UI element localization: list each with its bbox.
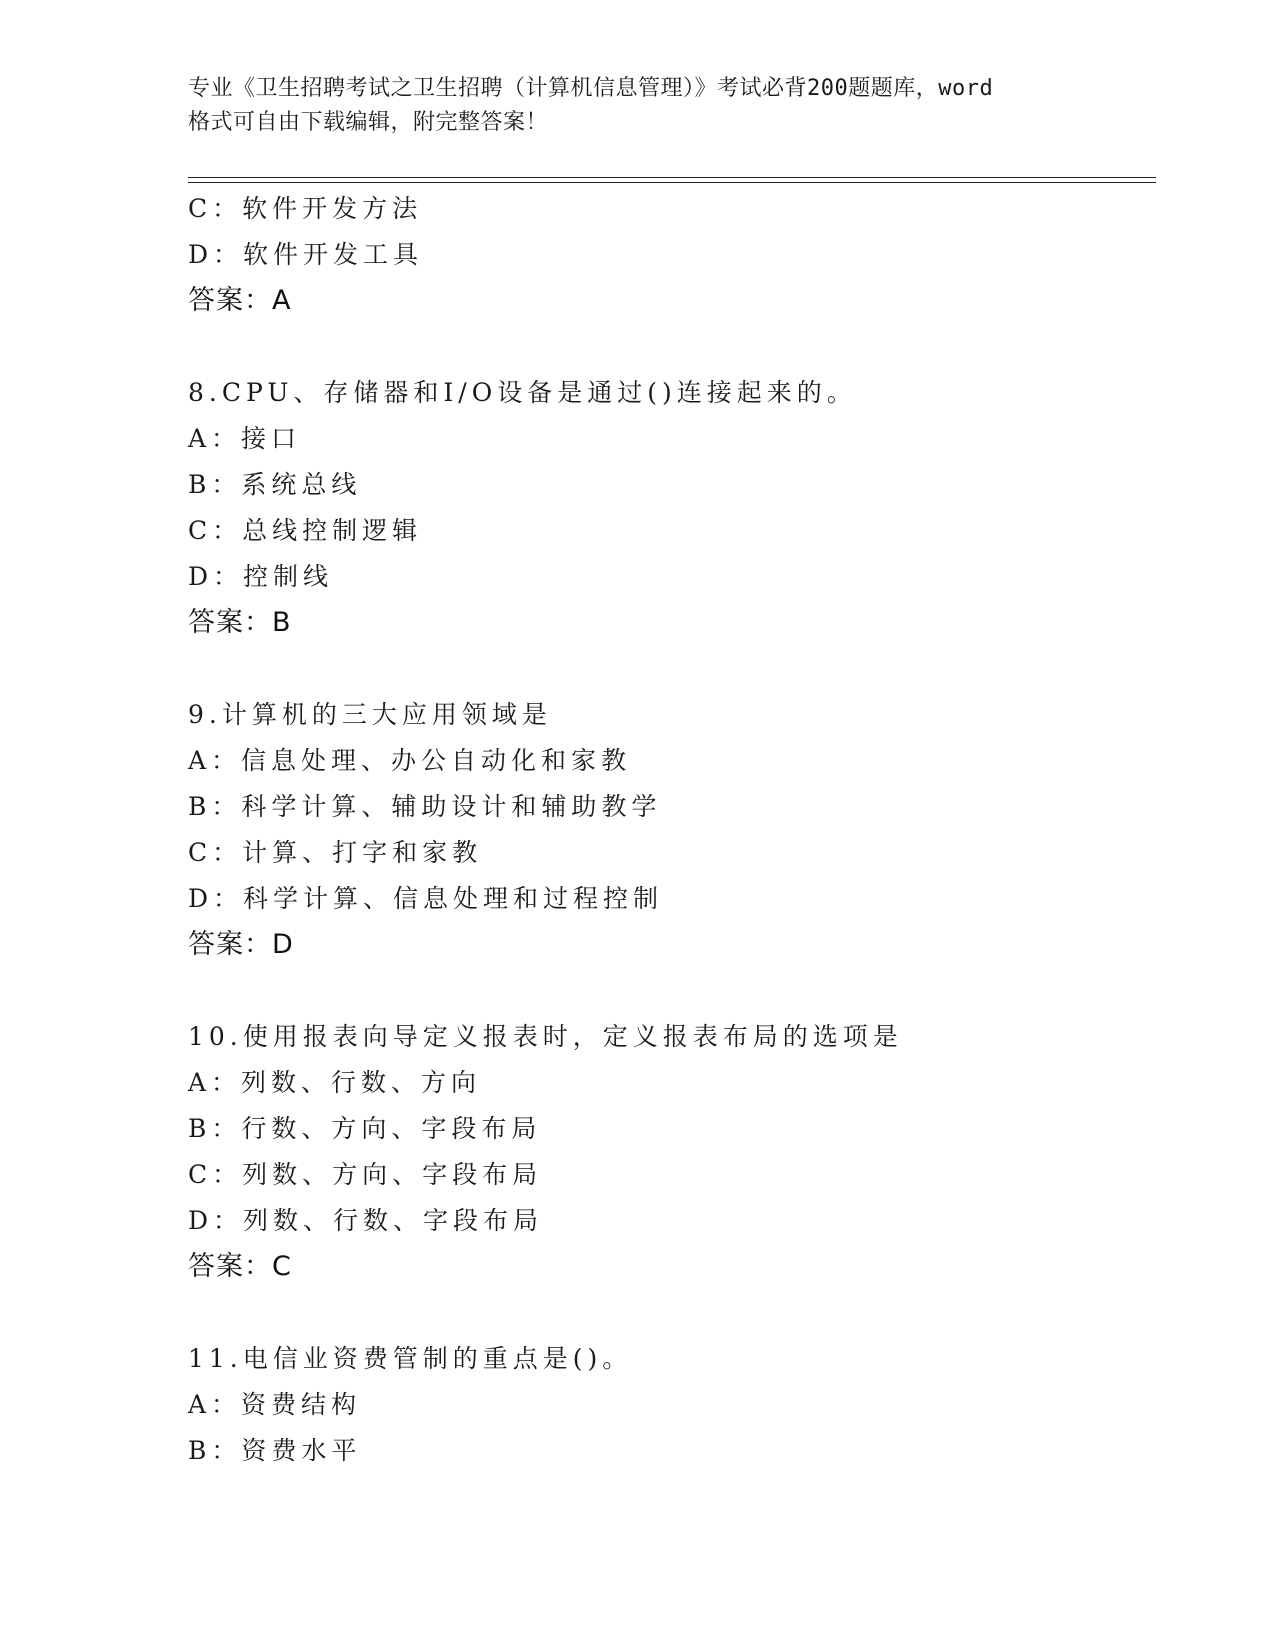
header-divider-top — [188, 177, 1156, 178]
question-block-prev — [188, 186, 1148, 324]
option-a: A：资费结构 — [188, 1390, 362, 1419]
spacer — [188, 1290, 1148, 1336]
question-list — [188, 186, 1148, 1474]
option-a: A：接口 — [188, 424, 302, 453]
document-header — [188, 72, 1088, 140]
question-text: 11.电信业资费管制的重点是()。 — [188, 1344, 633, 1373]
question-block-11 — [188, 1336, 1148, 1474]
option-c: C：总线控制逻辑 — [188, 516, 423, 545]
spacer — [188, 324, 1148, 370]
option-d: D：软件开发工具 — [188, 240, 424, 269]
answer-line: 答案：A — [188, 285, 292, 316]
spacer — [188, 646, 1148, 692]
question-text: 9.计算机的三大应用领域是 — [188, 700, 552, 729]
option-b: B：行数、方向、字段布局 — [188, 1114, 542, 1143]
option-c: C：计算、打字和家教 — [188, 838, 483, 867]
option-a: A：列数、行数、方向 — [188, 1068, 482, 1097]
answer-line: 答案：B — [188, 607, 292, 638]
question-block-9 — [188, 692, 1148, 968]
option-a: A：信息处理、办公自动化和家教 — [188, 746, 632, 775]
answer-line: 答案：D — [188, 929, 294, 960]
question-block-10 — [188, 1014, 1148, 1290]
option-d: D：列数、行数、字段布局 — [188, 1206, 544, 1235]
question-text: 10.使用报表向导定义报表时，定义报表布局的选项是 — [188, 1022, 903, 1051]
option-d: D：控制线 — [188, 562, 334, 591]
header-title-line-1: 专业《卫生招聘考试之卫生招聘（计算机信息管理）》考试必背200题题库，word — [188, 76, 994, 101]
spacer — [188, 968, 1148, 1014]
header-title-line-2: 格式可自由下载编辑，附完整答案！ — [188, 110, 549, 135]
question-text: 8.CPU、存储器和I/O设备是通过()连接起来的。 — [188, 378, 857, 407]
option-b: B：系统总线 — [188, 470, 362, 499]
option-d: D：科学计算、信息处理和过程控制 — [188, 884, 664, 913]
option-c: C：列数、方向、字段布局 — [188, 1160, 543, 1189]
question-block-8 — [188, 370, 1148, 646]
option-c: C：软件开发方法 — [188, 194, 423, 223]
option-b: B：科学计算、辅助设计和辅助教学 — [188, 792, 662, 821]
answer-line: 答案：C — [188, 1251, 292, 1282]
header-divider-bottom — [188, 182, 1156, 183]
option-b: B：资费水平 — [188, 1436, 362, 1465]
